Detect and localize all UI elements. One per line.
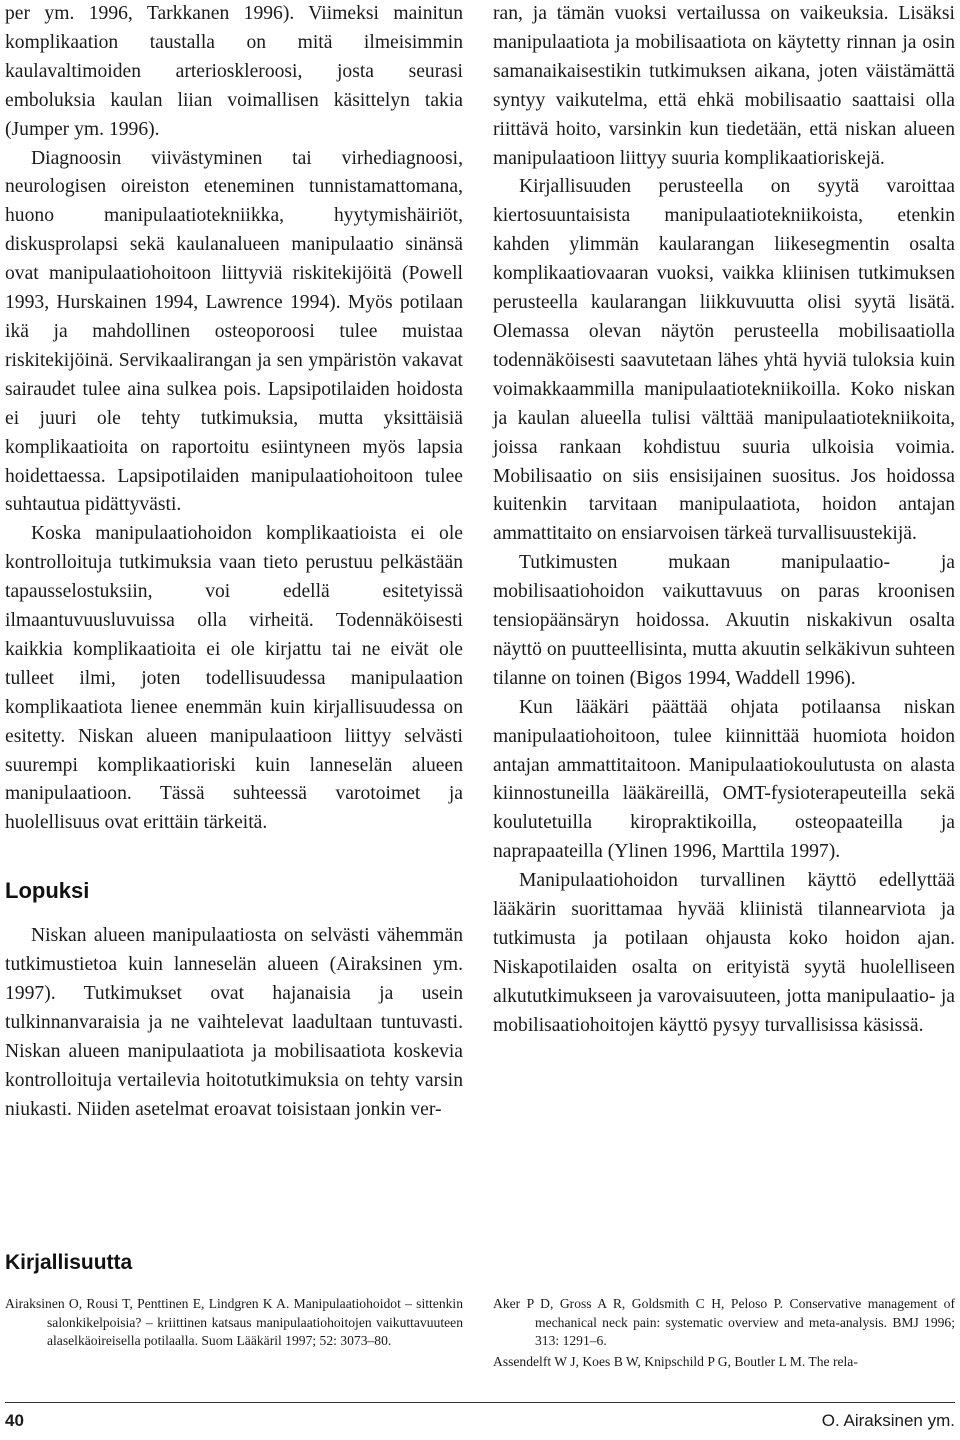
right-text-column xyxy=(493,0,955,1041)
reference-entry: Aker P D, Gross A R, Goldsmith C H, Peloso P. Conservative management of mechanical neck pain: systematic overview and meta-analysis. BMJ 1996; 313: 1291–6. xyxy=(493,1296,955,1348)
paragraph: Niskan alueen manipulaatiosta on selvästi vähemmän tutkimustietoa kuin lanneselän alueen (Airaksinen ym. 1997). Tutkimukset ovat hajanaisia ja usein tulkinnanvaraisia ja ne vaihtelevat laadultaan tuntuvasti. Niskan alueen manipulaatiota ja mobilisaatiota koskevia kontrolloituja vertailevia hoitotutkimuksia on tehty varsin niukasti. Niiden asetelmat eroavat toisistaan jonkin ver- xyxy=(5,925,463,1120)
footer-divider xyxy=(5,1402,955,1403)
paragraph: Kun lääkäri päättää ohjata potilaansa niskan manipulaatiohoitoon, tulee kiinnittää huomiota hoidon antajan ammattitaitoon. Manipulaatiokoulutusta on alasta kiinnostuneilla lääkäreillä, OMT-fysioterapeuteilla sekä koulutetuilla kiropraktikoilla, osteopaateilla ja naprapaateilla (Ylinen 1996, Marttila 1997). xyxy=(493,696,955,863)
left-text-column xyxy=(5,0,463,1125)
paragraph: Kirjallisuuden perusteella on syytä varoittaa kiertosuuntaisista manipulaatiotekniikoista, etenkin kahden ylimmän kaularangan liikesegmentin osalta komplikaatiovaaran vuoksi, vaikka kliinisen tutkimuksen perusteella kaularangan liikkuvuutta olisi syytä lisätä. Olemassa olevan näytön perusteella mobilisaatiolla todennäköisesti saavutetaan lähes yhtä hyviä tuloksia kuin voimakkaammilla manipulaatiotekniikoilla. Koko niskan ja kaulan alueella tulisi välttää manipulaatiotekniikoita, joissa rankaan kohdistuu suuria ulkoisia voimia. Mobilisaatio on siis ensisijainen suositus. Jos hoidossa kuitenkin tarvitaan manipulaatiota, hoidon antajan ammattitaito on ensiarvoisen tärkeä turvallisuustekijä. xyxy=(493,176,955,545)
paragraph: ran, ja tämän vuoksi vertailussa on vaikeuksia. Lisäksi manipulaatiota ja mobilisaatiota on käytetty rinnan ja osin samanaikaisestikin tutkimuksen aikana, joten väistämättä syntyy vaikutelma, että ehkä mobilisaatio saattaisi olla riittävä hoito, varsinkin kun tiedetään, että niskan alueen manipulaatioon liittyy suuria komplikaatioriskejä. xyxy=(493,3,955,169)
paragraph: Tutkimusten mukaan manipulaatio- ja mobilisaatiohoidon vaikuttavuus on paras kroonisen tensiopäänsäryn hoidossa. Akuutin niskakivun osalta näyttö on puutteellisinta, mutta akuutin selkäkivun suhteen tilanne on toinen (Bigos 1994, Waddell 1996). xyxy=(493,552,956,689)
reference-entry: Assendelft W J, Koes B W, Knipschild P G, Boutler L M. The rela- xyxy=(493,1353,858,1369)
paragraph: per ym. 1996, Tarkkanen 1996). Viimeksi mainitun komplikaation taustalla on mitä ilmeisimmin kaulavaltimoiden arterioskleroosi, josta seurasi emboluksia kaulan liian voimallisen käsittelyn takia (Jumper ym. 1996). xyxy=(5,3,463,140)
paragraph: Koska manipulaatiohoidon komplikaatioista ei ole kontrolloituja tutkimuksia vaan tieto perustuu pelkästään tapausselostuksiin, voi edellä esitetyissä ilmaantuvuusluvuissa olla virheitä. Todennäköisesti kaikkia komplikaatioita ei ole kirjattu tai ne eivät ole tulleet ilmi, joten todellisuudessa manipulaation komplikaatiota lienee enemmän kuin kirjallisuudessa on esitetty. Niskan alueen manipulaatioon liittyy selvästi suurempi komplikaatioriski kuin lanneselän alueen manipulaatioon. Tässä suhteessä varotoimet ja huolellisuus ovat erittäin tärkeitä. xyxy=(5,523,463,834)
running-footer-author: O. Airaksinen ym. xyxy=(821,1411,955,1430)
references-heading: Kirjallisuutta xyxy=(5,1251,133,1274)
paragraph: Manipulaatiohoidon turvallinen käyttö edellyttää lääkärin suorittamaa hyvää kliinistä tilannearviota ja tutkimusta ja potilaan ohjausta koko hoidon ajan. Niskapotilaiden osalta on erityistä syytä huolelliseen alkututkimukseen ja varovaisuuteen, jotta manipulaatio- ja mobilisaatiohoitojen käyttö pysyy turvallisissa käsissä. xyxy=(493,870,955,1036)
references-right-column xyxy=(493,1295,955,1373)
page-number: 40 xyxy=(5,1411,24,1430)
references-left-column xyxy=(5,1295,463,1353)
section-heading: Lopuksi xyxy=(5,878,90,904)
reference-entry: Airaksinen O, Rousi T, Penttinen E, Lindgren K A. Manipulaatiohoidot – sittenkin salonkikelpoisia? – kriittinen katsaus manipulaatiohoitojen vaikuttavuuteen alaselkäoireisella potilaalla. Suom Lääkäril 1997; 52: 3073–80. xyxy=(5,1296,463,1348)
paragraph: Diagnoosin viivästyminen tai virhediagnoosi, neurologisen oireiston eteneminen tunnistamattomana, huono manipulaatiotekniikka, hyytymishäiriöt, diskusprolapsi sekä kaulanalueen manipulaatio sinänsä ovat manipulaatiohoitoon liittyviä riskitekijöitä (Powell 1993, Hurskainen 1994, Lawrence 1994). Myös potilaan ikä ja mahdollinen osteoporoosi tulee muistaa riskitekijöinä. Servikaalirangan ja sen ympäristön vakavat sairaudet tulee aina sulkea pois. Lapsipotilaiden hoidosta ei juuri ole tehty tutkimuksia, mutta yksittäisiä komplikaatioita on raportoitu esiintyneen myös lapsia hoidettaessa. Lapsipotilaiden manipulaatiohoitoon tulee suhtautua pidättyvästi. xyxy=(5,147,463,516)
